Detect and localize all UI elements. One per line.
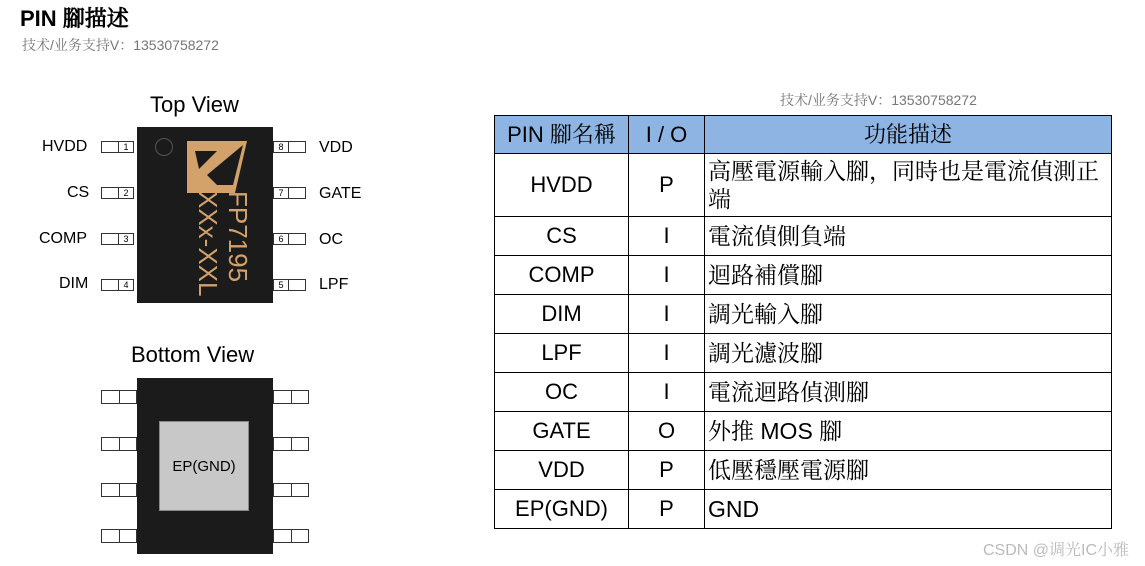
pin-label-comp: COMP <box>39 230 87 247</box>
pin-number: 7 <box>274 188 289 198</box>
pin-lead-3 <box>101 233 134 245</box>
support-contact-text: 技术/业务支持V：13530758272 <box>22 37 219 53</box>
table-row <box>495 217 1112 256</box>
bottom-lead <box>101 483 137 497</box>
pin-name-cell: CS <box>495 217 629 256</box>
pin-label-cs: CS <box>67 184 90 201</box>
pin-label-oc: OC <box>319 231 343 248</box>
header-pin-name: PIN 腳名稱 <box>495 116 629 154</box>
description-cell: 低壓穩壓電源腳 <box>705 451 1112 490</box>
bottom-lead <box>101 390 137 404</box>
description-cell: 調光濾波腳 <box>705 334 1112 373</box>
pin-lead-8 <box>273 141 306 153</box>
description-cell: 電流迴路偵測腳 <box>705 373 1112 412</box>
io-cell: I <box>629 295 705 334</box>
bottom-view-title: Bottom View <box>131 342 255 367</box>
pin-lead-2 <box>101 187 134 199</box>
pin-lead-6 <box>273 233 306 245</box>
table-row <box>495 154 1112 217</box>
pin-number: 4 <box>118 280 133 290</box>
bottom-lead <box>273 483 309 497</box>
chip-marking-code: XXx-XXL <box>193 191 223 297</box>
io-cell: I <box>629 256 705 295</box>
description-cell: 調光輸入腳 <box>705 295 1112 334</box>
table-header-row <box>495 116 1112 154</box>
io-cell: O <box>629 412 705 451</box>
table-row <box>495 373 1112 412</box>
io-cell: P <box>629 451 705 490</box>
bottom-lead <box>273 529 309 543</box>
top-view-title: Top View <box>150 92 239 117</box>
table-row <box>495 256 1112 295</box>
pin-name-cell: HVDD <box>495 154 629 217</box>
pin-number: 8 <box>274 142 289 152</box>
bottom-lead <box>101 529 137 543</box>
description-cell: GND <box>705 490 1112 529</box>
header-io: I / O <box>629 116 705 154</box>
exposed-pad <box>159 421 249 511</box>
pin-lead-7 <box>273 187 306 199</box>
description-cell: 外推 MOS 腳 <box>705 412 1112 451</box>
chip-marking-part: FP7195 <box>223 191 253 283</box>
pin-lead-1 <box>101 141 134 153</box>
table-row <box>495 490 1112 529</box>
description-cell: 高壓電源輸入腳，同時也是電流偵測正端 <box>705 154 1112 217</box>
header-function: 功能描述 <box>705 116 1112 154</box>
io-cell: I <box>629 217 705 256</box>
table-row <box>495 412 1112 451</box>
pin-name-cell: LPF <box>495 334 629 373</box>
pin-label-hvdd: HVDD <box>42 138 88 155</box>
pin-label-vdd: VDD <box>319 139 353 156</box>
io-cell: I <box>629 334 705 373</box>
exposed-pad-label: EP(GND) <box>172 458 236 475</box>
page-title: PIN 腳描述 <box>20 6 129 31</box>
pin-name-cell: DIM <box>495 295 629 334</box>
bottom-lead <box>273 390 309 404</box>
csdn-watermark: CSDN @调光IC小雅 <box>982 542 1129 559</box>
table-row <box>495 334 1112 373</box>
pin-number: 3 <box>118 234 133 244</box>
pin-number: 5 <box>274 280 289 290</box>
table-row <box>495 451 1112 490</box>
pin-description-table <box>494 115 1112 529</box>
pin-name-cell: EP(GND) <box>495 490 629 529</box>
pin-name-cell: COMP <box>495 256 629 295</box>
bottom-lead <box>273 437 309 451</box>
pin-number: 1 <box>118 142 133 152</box>
ic-package-top <box>137 127 273 303</box>
pin-label-lpf: LPF <box>319 276 349 293</box>
pin-label-gate: GATE <box>319 185 362 202</box>
pin-lead-4 <box>101 279 134 291</box>
bottom-lead <box>101 437 137 451</box>
io-cell: I <box>629 373 705 412</box>
pin-name-cell: VDD <box>495 451 629 490</box>
io-cell: P <box>629 490 705 529</box>
table-support-contact-text: 技术/业务支持V：13530758272 <box>780 92 977 108</box>
pin-name-cell: GATE <box>495 412 629 451</box>
pin-lead-5 <box>273 279 306 291</box>
description-cell: 電流偵側負端 <box>705 217 1112 256</box>
io-cell: P <box>629 154 705 217</box>
feeling-logo-icon <box>187 141 247 193</box>
pin1-dot-icon <box>155 138 173 156</box>
pin-name-cell: OC <box>495 373 629 412</box>
description-cell: 迴路補償腳 <box>705 256 1112 295</box>
pin-number: 2 <box>118 188 133 198</box>
pin-label-dim: DIM <box>59 275 89 292</box>
ic-package-bottom <box>137 378 273 554</box>
pin-number: 6 <box>274 234 289 244</box>
table-row <box>495 295 1112 334</box>
